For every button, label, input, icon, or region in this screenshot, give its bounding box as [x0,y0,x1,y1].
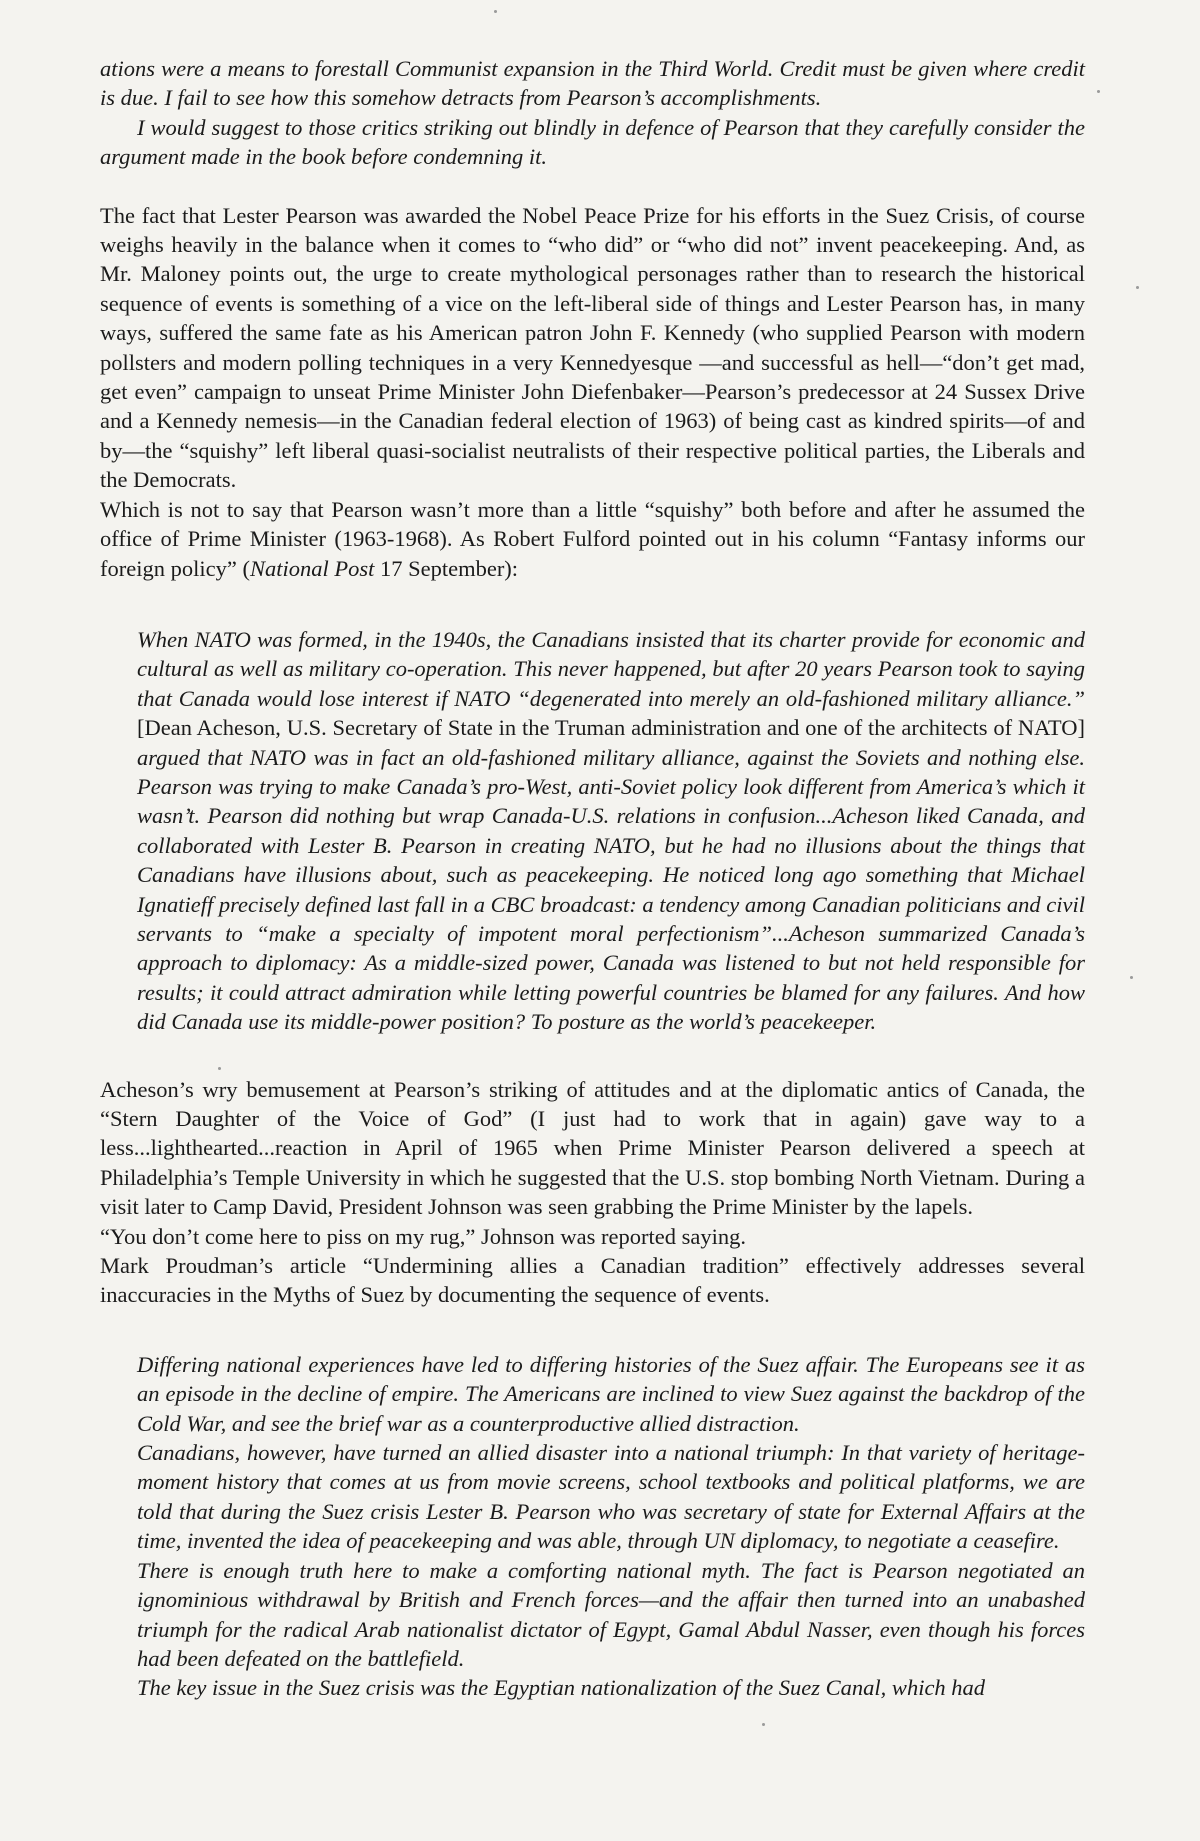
national-post-title: National Post [249,555,375,581]
proudman-quote-paragraph-4: The key issue in the Suez crisis was the Egyptian nationalization of the Suez Canal, which had [137,1675,986,1701]
fulford-quote-part-2: argued that NATO was in fact an old-fashioned military alliance, against the Soviets and nothing else. Pearson was trying to make Canada’s pro-West, anti-Soviet policy look different from America’s which it wasn’t. Pearson did nothing but wrap Canada-U.S. relations in confusion...Acheson liked Canada, and collaborated with Lester B. Pearson in creating NATO, but he had no illusions about the things that Canadians have illusions about, such as peacekeeping. He noticed long ago something that Michael Ignatieff precisely defined last fall in a CBC broadcast: a tendency among Canadian politicians and civil servants to “make a specialty of impotent moral perfectionism”...Acheson summarized Canada’s approach to diplomacy: As a middle-sized power, Canada was listened to but not held responsible for results; it could attract admiration while letting powerful countries be blamed for any failures. And how did Canada use its middle-power position? To posture as the world’s peacekeeper. [137,744,1085,1035]
scan-speck [218,1067,221,1070]
scan-speck [1136,286,1139,289]
fulford-blockquote [137,625,1085,1037]
fulford-quote-editorial-bracket: [Dean Acheson, U.S. Secretary of State in the Truman administration and one of the architects of NATO] [137,715,1085,741]
fulford-quote-paragraph [137,625,1085,1037]
document-page [100,54,1085,1703]
body-section-1 [100,201,1085,583]
body-paragraph-acheson: Acheson’s wry bemusement at Pearson’s striking of attitudes and at the diplomatic antics of Canada, the “Stern Daughter of the Voice of God” (I just had to work that in again) gave way to a less...lighthearted...reaction in April of 1965 when Prime Minister Pearson delivered a speech at Philadelphia’s Temple University in which he suggested that the U.S. stop bombing North Vietnam. During a visit later to Camp David, President Johnson was seen grabbing the Prime Minister by the lapels. [100,1076,1085,1220]
body-paragraph-squishy [100,495,1085,583]
opening-quote-paragraph-2: I would suggest to those critics striking out blindly in defence of Pearson that they carefully consider the argument made in the book before condemning it. [100,114,1085,170]
proudman-quote-paragraph-3: There is enough truth here to make a comforting national myth. The fact is Pearson negotiated an ignominious withdrawal by British and French forces—and the affair then turned into an unabashed triumph for the radical Arab nationalist dictator of Egypt, Gamal Abdul Nasser, even though his forces had been defeated on the battlefield. [137,1557,1085,1671]
body-section-2 [100,1075,1085,1310]
body-paragraph-nobel: The fact that Lester Pearson was awarded the Nobel Peace Prize for his efforts in the Suez Crisis, of course weighs heavily in the balance when it comes to “who did” or “who did not” invent peacekeeping. And, as Mr. Maloney points out, the urge to create mythological personages rather than to research the historical sequence of events is something of a vice on the left-liberal side of things and Lester Pearson has, in many ways, suffered the same fate as his American patron John F. Kennedy (who supplied Pearson with modern pollsters and modern polling techniques in a very Kennedyesque —and successful as hell—“don’t get mad, get even” campaign to unseat Prime Minister John Diefenbaker—Pearson’s predecessor at 24 Sussex Drive and a Kennedy nemesis—in the Canadian federal election of 1963) of being cast as kindred spirits—of and by—the “squishy” left liberal quasi-socialist neutralists of their respective political parties, the Liberals and the Democrats. [100,202,1085,493]
scan-speck [762,1723,765,1726]
proudman-quote-paragraph-1: Differing national experiences have led to differing histories of the Suez affair. The Europeans see it as an episode in the decline of empire. The Americans are inclined to view Suez against the backdrop of the Cold War, and see the brief war as a counterproductive allied distraction. [137,1351,1085,1436]
scan-speck [1097,90,1100,93]
body-paragraph-squishy-date: 17 September): [374,555,519,581]
body-paragraph-proudman: Mark Proudman’s article “Undermining allies a Canadian tradition” effectively addresses several inaccuracies in the Myths of Suez by documenting the sequence of events. [100,1253,1085,1308]
opening-quote-paragraph-1: ations were a means to forestall Communist expansion in the Third World. Credit must be given where credit is due. I fail to see how this somehow detracts from Pearson’s accomplishments. [100,56,1085,111]
proudman-quote-paragraph-2: Canadians, however, have turned an allied disaster into a national triumph: In that variety of heritage-moment history that comes at us from movie screens, school textbooks and political platforms, we are told that during the Suez crisis Lester B. Pearson who was secretary of state for External Affairs at the time, invented the idea of peacekeeping and was able, through UN diplomacy, to negotiate a ceasefire. [137,1440,1085,1554]
body-paragraph-squishy-text: Which is not to say that Pearson wasn’t more than a little “squishy” both before and after he assumed the office of Prime Minister (1963-1968). As Robert Fulford pointed out in his column “Fantasy informs our foreign policy” ( [100,496,1085,581]
opening-quote [100,54,1085,172]
scan-speck [1130,976,1133,979]
scan-speck [494,10,497,13]
fulford-quote-part-1: When NATO was formed, in the 1940s, the Canadians insisted that its charter provide for economic and cultural as well as military co-operation. This never happened, but after 20 years Pearson took to saying that Canada would lose interest if NATO “degenerated into merely an old-fashioned military alliance.” [137,626,1085,711]
body-paragraph-johnson-quote: “You don’t come here to piss on my rug,” Johnson was reported saying. [100,1223,746,1249]
proudman-blockquote [137,1350,1085,1703]
